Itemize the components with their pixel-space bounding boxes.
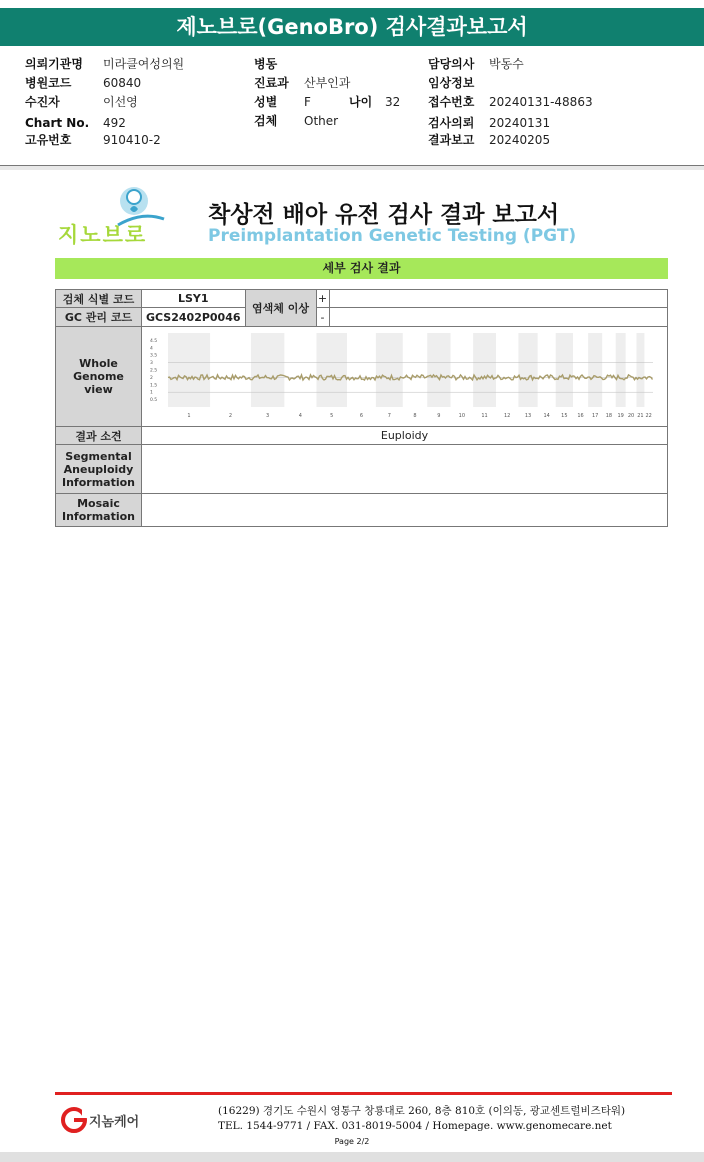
table-row xyxy=(56,290,668,308)
meta-key: 병동 xyxy=(254,57,278,71)
abnormal-minus-value xyxy=(329,308,667,327)
y-tick-label: 4.5 xyxy=(150,338,158,344)
chromosome-band xyxy=(168,333,210,407)
meta-value: 박동수 xyxy=(489,57,524,71)
chromosome-band xyxy=(376,333,403,407)
meta-col-1 xyxy=(25,55,245,155)
abnormal-plus: + xyxy=(316,290,329,308)
mosaic-value xyxy=(142,494,668,527)
segmental-value xyxy=(142,445,668,494)
whole-genome-cell xyxy=(142,327,668,427)
footer-address xyxy=(218,1104,625,1134)
meta-value: 60840 xyxy=(103,76,142,90)
meta-value: 20240131-48863 xyxy=(489,95,593,109)
report-title-korean: 착상전 배아 유전 검사 결과 보고서 xyxy=(208,202,560,228)
genobro-logo xyxy=(58,185,168,247)
y-tick-label: 2.5 xyxy=(150,368,158,374)
abnormal-minus: - xyxy=(316,308,329,327)
meta-col-2 xyxy=(254,55,414,135)
chromosome-band xyxy=(473,333,496,407)
meta-key: 고유번호 xyxy=(25,133,72,147)
chromosome-tick-label: 3 xyxy=(266,413,270,419)
table-row xyxy=(56,308,668,327)
chromosome-tick-label: 15 xyxy=(561,413,568,419)
chromosome-band xyxy=(588,333,602,407)
chromosome-tick-label: 13 xyxy=(524,413,532,419)
chromosome-tick-label: 4 xyxy=(298,413,302,419)
table-row xyxy=(56,445,668,494)
meta-divider-shadow xyxy=(0,166,704,170)
y-tick-label: 1.5 xyxy=(150,383,158,389)
meta-key: 검체 xyxy=(254,114,278,128)
chromosome-tick-label: 2 xyxy=(228,413,233,419)
result-table xyxy=(55,289,668,527)
chromosome-band xyxy=(636,333,644,407)
meta-value: F xyxy=(304,95,311,109)
meta-key: 결과보고 xyxy=(428,133,475,147)
abnormal-plus-value xyxy=(329,290,667,308)
result-label: 결과 소견 xyxy=(56,427,142,445)
y-tick-label: 0.5 xyxy=(150,398,158,404)
table-row xyxy=(56,427,668,445)
meta-col-3 xyxy=(428,55,668,155)
chromosome-tick-label: 8 xyxy=(413,413,417,419)
footer-contact-line: TEL. 1544-9771 / FAX. 031-8019-5004 / Homepage. www.genomecare.net xyxy=(218,1120,612,1132)
y-tick-label: 1 xyxy=(150,390,153,396)
meta-value: 산부인과 xyxy=(304,76,351,90)
meta-value: 20240131 xyxy=(489,116,551,130)
genomecare-logo-text: 지놈케어 xyxy=(89,1115,140,1130)
meta-key: 의뢰기관명 xyxy=(25,57,83,71)
chromosome-tick-label: 6 xyxy=(359,413,364,419)
meta-key: 진료과 xyxy=(254,76,289,90)
meta-key: 접수번호 xyxy=(428,95,475,109)
y-tick-label: 4 xyxy=(150,346,153,352)
meta-key: 수진자 xyxy=(25,95,60,109)
chromosome-tick-label: 20 xyxy=(627,413,635,419)
chromosome-band xyxy=(316,333,347,407)
meta-value: 32 xyxy=(385,95,401,109)
segmental-label: Segmental Aneuploidy Information xyxy=(56,445,142,494)
chromosome-tick-label: 22 xyxy=(645,413,652,419)
section-title: 세부 검사 결과 xyxy=(55,258,668,279)
chromosome-tick-label: 17 xyxy=(591,413,599,419)
y-tick-label: 2 xyxy=(150,375,153,381)
meta-key: 임상정보 xyxy=(428,76,475,90)
meta-key: 성별 xyxy=(254,95,278,109)
chromosome-tick-label: 14 xyxy=(543,413,550,419)
meta-value: 20240205 xyxy=(489,133,551,147)
meta-value: 492 xyxy=(103,116,126,130)
meta-value: 이선영 xyxy=(103,95,138,109)
chromosome-tick-label: 10 xyxy=(458,413,466,419)
chromosome-tick-label: 12 xyxy=(503,413,511,419)
chromosome-tick-label: 5 xyxy=(330,413,334,419)
y-tick-label: 3.5 xyxy=(150,353,158,359)
report-header-title: 제노브로(GenoBro) 검사결과보고서 xyxy=(0,8,704,46)
chromosome-tick-label: 11 xyxy=(481,413,488,419)
chromosome-band xyxy=(427,333,450,407)
whole-genome-plot xyxy=(148,329,658,421)
report-title-english: Preimplantation Genetic Testing (PGT) xyxy=(208,226,577,246)
chromosome-tick-label: 1 xyxy=(187,413,191,419)
meta-key: 나이 xyxy=(349,95,373,109)
logo-text xyxy=(58,219,147,249)
y-tick-label: 3 xyxy=(150,361,153,367)
bottom-strip xyxy=(0,1152,704,1162)
footer-divider xyxy=(55,1092,672,1095)
result-value: Euploidy xyxy=(142,427,668,445)
page-number: Page 2/2 xyxy=(334,1137,370,1146)
chromosome-band xyxy=(616,333,626,407)
meta-value: Other xyxy=(304,114,339,128)
chromosome-tick-label: 7 xyxy=(387,413,391,419)
sample-id-value: LSY1 xyxy=(142,290,246,308)
genomecare-g-icon xyxy=(60,1106,88,1134)
meta-key: Chart No. xyxy=(25,116,90,130)
chromosome-band xyxy=(518,333,537,407)
whole-genome-label: Whole Genome view xyxy=(56,327,142,427)
chromosome-tick-label: 9 xyxy=(437,413,441,419)
logo-text-main: 지노브로 xyxy=(58,223,148,247)
meta-key: 담당의사 xyxy=(428,57,475,71)
footer-address-line: (16229) 경기도 수원시 영통구 창룡대로 260, 8층 810호 (이의동, 광교센트럴비즈타워) xyxy=(218,1105,626,1117)
genomecare-logo xyxy=(60,1106,150,1134)
chromosome-tick-label: 18 xyxy=(605,413,613,419)
chromosome-tick-label: 16 xyxy=(577,413,584,419)
gc-code-label: GC 관리 코드 xyxy=(56,308,142,327)
sample-id-label: 검체 식별 코드 xyxy=(56,290,142,308)
table-row xyxy=(56,327,668,427)
chromosome-tick-label: 21 xyxy=(637,413,644,419)
mosaic-label: Mosaic Information xyxy=(56,494,142,527)
gc-code-value: GCS2402P0046 xyxy=(142,308,246,327)
meta-value: 910410-2 xyxy=(103,133,161,147)
meta-key: 병원코드 xyxy=(25,76,72,90)
meta-value: 미라클여성의원 xyxy=(103,57,185,71)
meta-key: 검사의뢰 xyxy=(428,116,475,130)
chromosome-band xyxy=(556,333,573,407)
table-row xyxy=(56,494,668,527)
chromosome-band xyxy=(251,333,284,407)
chromosome-abnormal-label: 염색체 이상 xyxy=(245,290,316,327)
chromosome-tick-label: 19 xyxy=(617,413,624,419)
